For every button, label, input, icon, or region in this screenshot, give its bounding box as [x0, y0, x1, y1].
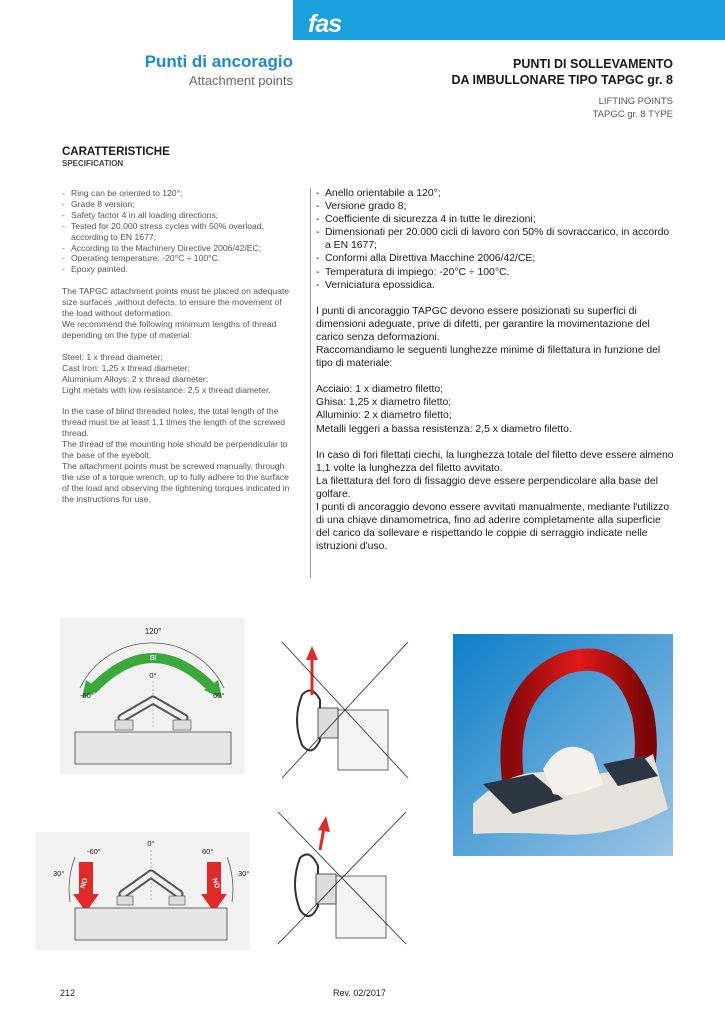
english-column	[62, 188, 294, 505]
list-item: - Dimensionati per 20.000 cicli di lavoro con 50% di sovraccarico, in accordo a EN 1677;	[316, 226, 676, 252]
minus-60-label: -60°	[80, 691, 94, 700]
page-number: 212	[60, 988, 76, 998]
forbidden-side-load-diagram-2	[276, 810, 408, 946]
italian-material-1: Acciaio: 1 x diametro filetto;	[316, 384, 444, 396]
list-item: - Epoxy painted.	[62, 264, 294, 275]
english-bullets	[62, 188, 294, 275]
list-item: - Coefficiente di sicurezza 4 in tutte le direzioni;	[316, 213, 676, 226]
right-30-label: 30°	[238, 869, 250, 878]
italian-para-1: I punti di ancoraggio TAPGC devono essere posizionati su superfici di dimensioni adeguate, prive di difetti, per garantire la movimentazione del carico senza deformazioni.	[316, 305, 650, 343]
italian-para-4: La filettatura del foro di fissaggio deve essere perpendicolare alla base del golfare.	[316, 475, 658, 500]
list-item: - Temperatura di impiego: -20°C ÷ 100°C.	[316, 266, 676, 279]
english-material-1: Steel: 1 x thread diameter;	[62, 351, 163, 362]
italian-para-5: I punti di ancoraggio devono essere avvitati manualmente, mediante l'utilizzo di una chiave dinamometrica, fino ad aderire completamente alla superficie del carico da sollevare e rispettando le coppie di serraggio indicate nelle istruzioni d'uso.	[316, 501, 670, 553]
no-label-left: NO	[79, 877, 90, 890]
english-para-3: In the case of blind threaded holes, the total length of the thread must be at least 1,1 times the length of the screwed thread.	[62, 406, 286, 439]
angle-120-label: 120°	[144, 627, 162, 636]
english-para-1: The TAPGC attachment points must be placed on adequate size surfaces „without defects, to ensure the movement of the load without deformation.	[62, 286, 290, 319]
section-subtitle: SPECIFICATION	[62, 159, 124, 168]
brand-logo: fas	[308, 10, 342, 38]
list-item: - Conformi alla Direttiva Macchine 2006/42/CE;	[316, 252, 676, 265]
no-label-right: NO	[210, 877, 221, 890]
italian-para-3: In caso di fori filettati ciechi, la lunghezza totale del filetto deve essere almeno 1,1 volte la lunghezza del filetto avvitato.	[316, 449, 674, 474]
list-item: - According to the Machinery Directive 2006/42/EC;	[62, 243, 294, 254]
zero-deg-label: 0°	[149, 671, 157, 680]
italian-para-2: Raccomandiamo le seguenti lunghezze minime di filettatura in funzione del tipo di materiale:	[316, 345, 661, 370]
revision-label: Rev. 02/2017	[333, 988, 386, 998]
page-subtitle: Attachment points	[188, 73, 293, 88]
left-30-label: 30°	[53, 869, 65, 878]
english-material-2: Cast Iron: 1,25 x thread diameter;	[62, 362, 191, 373]
product-subtitle	[473, 95, 673, 121]
list-item: - Verniciatura epossidica.	[316, 279, 676, 292]
allowed-orientation-diagram	[60, 618, 245, 774]
zero-deg-label-2: 0°	[147, 839, 155, 848]
product-photo	[453, 634, 673, 856]
english-para-4: The thread of the mounting hole should be perpendicular to the base of the eyebolt.	[62, 439, 288, 461]
yes-label: SI	[149, 655, 157, 662]
list-item: - Ring can be oriented to 120°;	[62, 188, 294, 199]
product-title	[353, 56, 673, 88]
english-para-5: The attachment points must be screwed manually, through the use of a torque wrench, up to fully adhere to the surface of the load and observing the tightening torques indicated in the instructions for use.	[62, 460, 290, 504]
list-item: - Safety factor 4 in all loading directions;	[62, 210, 294, 221]
list-item: - Tested for 20.000 stress cycles with 50% overload, according to EN 1677;	[62, 221, 294, 243]
italian-column	[316, 187, 676, 553]
column-divider	[310, 188, 311, 578]
forbidden-side-load-diagram-1	[280, 640, 410, 780]
product-title-line1: PUNTI DI SOLLEVAMENTO	[513, 57, 673, 71]
section-title: CARATTERISTICHE	[62, 146, 170, 158]
list-item: - Anello orientabile a 120°;	[316, 187, 676, 200]
english-material-4: Light metals with low resistance: 2,5 x thread diameter.	[62, 384, 271, 395]
product-title-line2: DA IMBULLONARE TIPO TAPGC gr. 8	[451, 73, 673, 87]
italian-material-4: Metalli leggeri a bassa resistenza: 2,5 x diametro filetto.	[316, 423, 572, 435]
page-title: Punti di ancoragio	[144, 52, 293, 71]
plus-60-label-2: 60°	[202, 847, 214, 856]
list-item: - Grade 8 version;	[62, 199, 294, 210]
italian-material-3: Alluminio: 2 x diametro filetto;	[316, 410, 452, 422]
minus-60-label-2: -60°	[87, 847, 101, 856]
header-white-band	[0, 0, 293, 40]
list-item: - Operating temperature: -20°C ÷ 100°C.	[62, 253, 294, 264]
italian-bullets	[316, 187, 676, 292]
header-bar	[0, 0, 725, 40]
english-material-3: Aluminium Alloys: 2 x thread diameter;	[62, 373, 209, 384]
product-subtitle-line1: LIFTING POINTS	[598, 96, 673, 107]
plus-60-label: 60°	[213, 691, 225, 700]
forbidden-angle-diagram	[35, 832, 250, 950]
italian-material-2: Ghisa: 1,25 x diametro filetto;	[316, 397, 452, 409]
english-para-2: We recommend the following minimum lengths of thread depending on the type of material:	[62, 318, 277, 340]
product-subtitle-line2: TAPGC gr. 8 TYPE	[592, 109, 673, 120]
list-item: - Versione grado 8;	[316, 200, 676, 213]
